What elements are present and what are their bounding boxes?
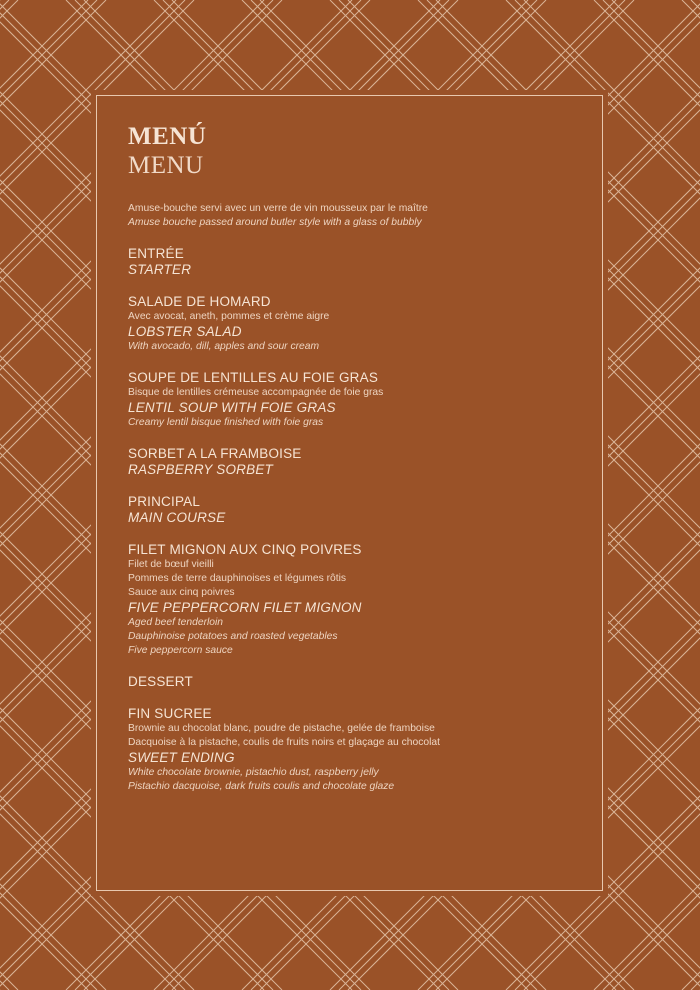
course-description-en: Pistachio dacquoise, dark fruits coulis and chocolate glaze — [128, 781, 395, 792]
menu-content — [128, 122, 588, 810]
course-description-fr: Bisque de lentilles crémeuse accompagnée de foie gras — [128, 387, 384, 398]
course-name-en: LOBSTER SALAD — [128, 324, 242, 339]
course-description-fr: Brownie au chocolat blanc, poudre de pistache, gelée de framboise — [128, 723, 435, 734]
menu-section-lobster-salad — [128, 294, 588, 354]
menu-section-filet-mignon — [128, 542, 588, 658]
course-name-en: STARTER — [128, 262, 192, 277]
course-name-en: MAIN COURSE — [128, 510, 226, 525]
course-description-en: White chocolate brownie, pistachio dust, raspberry jelly — [128, 767, 379, 778]
course-name-fr: DESSERT — [128, 674, 193, 689]
course-description-fr: Sauce aux cinq poivres — [128, 587, 235, 598]
course-description-fr: Pommes de terre dauphinoises et légumes rôtis — [128, 573, 347, 584]
course-name-fr: PRINCIPAL — [128, 494, 201, 509]
menu-section-raspberry-sorbet — [128, 446, 588, 478]
menu-section-main-heading — [128, 494, 588, 526]
menu-section-sweet-ending — [128, 706, 588, 794]
course-description-fr: Filet de bœuf vieilli — [128, 559, 214, 570]
intro-en: Amuse bouche passed around butler style with a glass of bubbly — [128, 217, 422, 228]
course-name-fr: SOUPE DE LENTILLES AU FOIE GRAS — [128, 370, 379, 385]
course-description-fr: Avec avocat, aneth, pommes et crème aigre — [128, 311, 330, 322]
course-description-en: With avocado, dill, apples and sour cream — [128, 341, 320, 352]
amuse-bouche — [128, 202, 588, 230]
menu-sections — [128, 246, 588, 794]
course-name-fr: FILET MIGNON AUX CINQ POIVRES — [128, 542, 362, 557]
course-name-en: FIVE PEPPERCORN FILET MIGNON — [128, 600, 362, 615]
menu-section-lentil-soup — [128, 370, 588, 430]
course-description-fr: Dacquoise à la pistache, coulis de fruits noirs et glaçage au chocolat — [128, 737, 440, 748]
course-name-en: SWEET ENDING — [128, 750, 235, 765]
course-name-fr: ENTRÉE — [128, 246, 184, 261]
menu-section-dessert-heading — [128, 674, 588, 690]
course-description-en: Five peppercorn sauce — [128, 645, 233, 656]
course-name-en: RASPBERRY SORBET — [128, 462, 273, 477]
course-name-fr: SALADE DE HOMARD — [128, 294, 271, 309]
course-name-fr: FIN SUCREE — [128, 706, 212, 721]
course-description-en: Aged beef tenderloin — [128, 617, 224, 628]
course-description-en: Dauphinoise potatoes and roasted vegetables — [128, 631, 338, 642]
menu-section-starter-heading — [128, 246, 588, 278]
menu-title-en: MENU — [128, 152, 204, 179]
menu-title-fr: MENÚ — [128, 123, 207, 150]
course-description-en: Creamy lentil bisque finished with foie gras — [128, 417, 324, 428]
course-name-fr: SORBET A LA FRAMBOISE — [128, 446, 302, 461]
course-name-en: LENTIL SOUP WITH FOIE GRAS — [128, 400, 336, 415]
intro-fr: Amuse-bouche servi avec un verre de vin mousseux par le maître — [128, 203, 428, 214]
